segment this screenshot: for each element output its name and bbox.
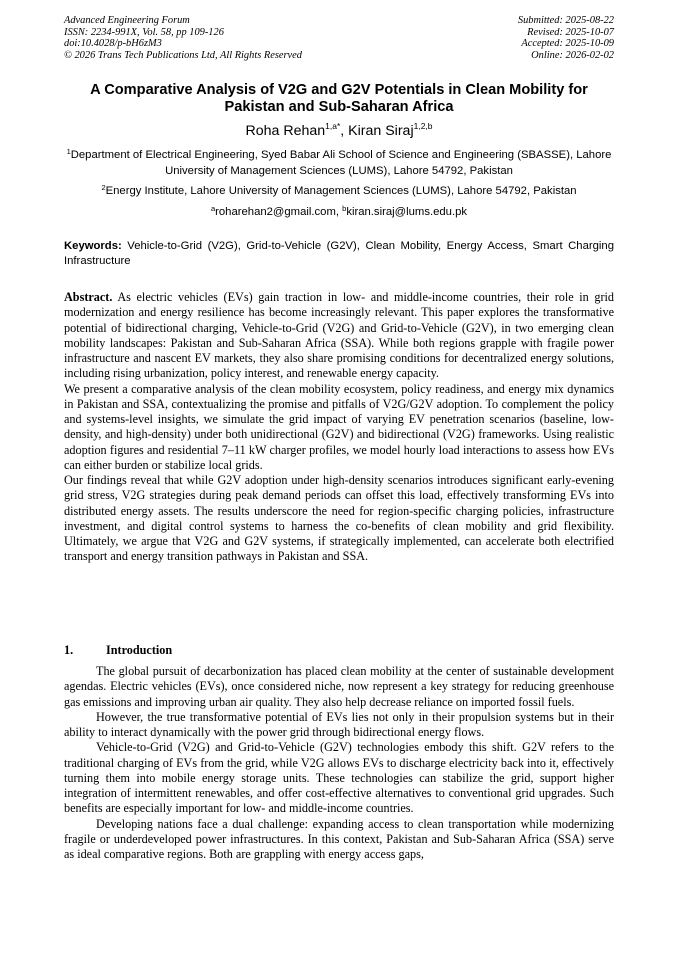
section-number: 1. bbox=[64, 643, 74, 657]
paper-title: A Comparative Analysis of V2G and G2V Potentials in Clean Mobility for Pakistan and Sub-Saharan Africa bbox=[90, 82, 588, 115]
author-name: Roha Rehan bbox=[245, 123, 326, 139]
affiliation-marker: 2 bbox=[101, 183, 106, 192]
body-paragraph: Developing nations face a dual challenge: expanding access to clean transportation while modernizing fragile or underdeveloped power infrastructures. In this context, Pakistan and Sub-Saharan Africa (SSA) serve as ideal comparative regions. Both are grappling with energy access gaps, bbox=[64, 816, 614, 861]
section-title: Introduction bbox=[106, 643, 173, 657]
issn-volume: ISSN: 2234-991X, Vol. 58, pp 109-126 bbox=[64, 26, 224, 38]
author-emails bbox=[64, 205, 614, 221]
affiliation-1 bbox=[64, 148, 614, 179]
affiliation-text: Department of Electrical Engineering, Syed Babar Ali School of Science and Engineering (SBASSE), Lahore University of Management Sciences (LUMS), Lahore 54792, Pakistan bbox=[70, 149, 612, 177]
affiliation-text: Energy Institute, Lahore University of Management Sciences (LUMS), Lahore 54792, Pakistan bbox=[105, 185, 577, 197]
affiliation-marker: 1 bbox=[66, 147, 71, 156]
keywords-text: Vehicle-to-Grid (V2G), Grid-to-Vehicle (G2V), Clean Mobility, Energy Access, Smart Charging Infrastructure bbox=[64, 240, 614, 268]
journal-header-right bbox=[518, 15, 614, 61]
accepted-date: Accepted: 2025-10-09 bbox=[521, 38, 614, 50]
author-separator: , bbox=[340, 123, 349, 139]
submitted-date: Submitted: 2025-08-22 bbox=[517, 15, 614, 26]
revised-date: Revised: 2025-10-07 bbox=[527, 26, 614, 38]
abstract-paragraph: Our findings reveal that while G2V adoption under high-density scenarios introduces significant early-evening grid stress, V2G strategies during peak demand periods can offset this load, effectively transforming EVs into distributed energy assets. The results underscore the need for region-specific charging policies, infrastructure investment, and digital control systems to harness the co-benefits of clean mobility and grid flexibility. Ultimately, we argue that V2G and G2V systems, if strategically implemented, can accelerate both electrified transport and energy transition pathways in Pakistan and SSA. bbox=[64, 473, 614, 564]
email-link[interactable]: kiran.siraj@lums.edu.pk bbox=[346, 206, 468, 218]
abstract bbox=[64, 290, 614, 565]
author-affiliation-marker: 1,2,b bbox=[413, 121, 433, 131]
author-affiliation-marker: 1,a* bbox=[325, 121, 341, 131]
body-paragraph: The global pursuit of decarbonization has placed clean mobility at the center of sustainable development agendas. Electric vehicles (EVs), once considered niche, now represent a key strategy for reducing greenhouse gas emissions and improving urban air quality. They also help decrease reliance on imported fossil fuels. bbox=[64, 664, 614, 709]
section-heading bbox=[64, 643, 172, 658]
doi: doi:10.4028/p-bH6zM3 bbox=[64, 38, 162, 50]
body-paragraph: However, the true transformative potential of EVs lies not only in their propulsion systems but in their ability to interact dynamically with the power grid through bidirectional energy flows. bbox=[64, 709, 614, 739]
journal-header-left bbox=[64, 15, 302, 61]
abstract-paragraph bbox=[64, 290, 614, 382]
keywords-label: Keywords: bbox=[64, 240, 122, 252]
abstract-text: As electric vehicles (EVs) gain traction in low- and middle-income countries, their role in grid modernization and energy resilience has become increasingly relevant. This paper explores the transformative potential of bidirectional charging, Vehicle-to-Grid (V2G) and Grid-to-Vehicle (G2V), in two emerging clean mobility landscapes: Pakistan and Sub-Saharan Africa (SSA). While both regions grapple with fragile power infrastructure and nascent EV markets, they also share promising conditions for decentralized energy solutions, including rising urbanization, policy interest, and renewable energy capacity. bbox=[64, 290, 614, 381]
abstract-paragraph: We present a comparative analysis of the clean mobility ecosystem, policy readiness, and energy mix dynamics in Pakistan and SSA, contextualizing the promise and pitfalls of V2G/G2V adoption. To complement the policy and systems-level insights, we simulate the grid impact of varying EV penetration scenarios (baseline, low-density, and high-density) under both unidirectional (G2V) and bidirectional (V2G) frameworks. Using realistic adoption figures and residential 7–11 kW charger profiles, we model hourly load interactions to assess how EVs can either burden or stabilize local grids. bbox=[64, 381, 614, 472]
journal-name: Advanced Engineering Forum bbox=[64, 15, 190, 26]
body-paragraph: Vehicle-to-Grid (V2G) and Grid-to-Vehicle (G2V) technologies embody this shift. G2V refers to the traditional charging of EVs from the grid, while V2G allows EVs to discharge electricity back into it, effectively turning them into mobile energy storage units. These technologies can stabilize the grid, support higher integration of intermittent renewables, and offer cost-effective alternatives to conventional grid upgrades. Such benefits are especially important for low- and middle-income countries. bbox=[64, 740, 614, 816]
copyright: © 2026 Trans Tech Publications Ltd, All Rights Reserved bbox=[64, 49, 302, 61]
affiliation-2 bbox=[64, 184, 614, 200]
introduction-body bbox=[64, 664, 614, 862]
email-marker: a bbox=[210, 204, 216, 213]
author-line bbox=[64, 123, 614, 140]
author-name: Kiran Siraj bbox=[348, 123, 414, 139]
email-marker: b bbox=[342, 204, 347, 213]
abstract-label: Abstract. bbox=[64, 290, 113, 304]
keywords bbox=[64, 239, 614, 270]
email-link[interactable]: roharehan2@gmail.com, bbox=[215, 206, 343, 218]
online-date: Online: 2026-02-02 bbox=[531, 49, 614, 61]
